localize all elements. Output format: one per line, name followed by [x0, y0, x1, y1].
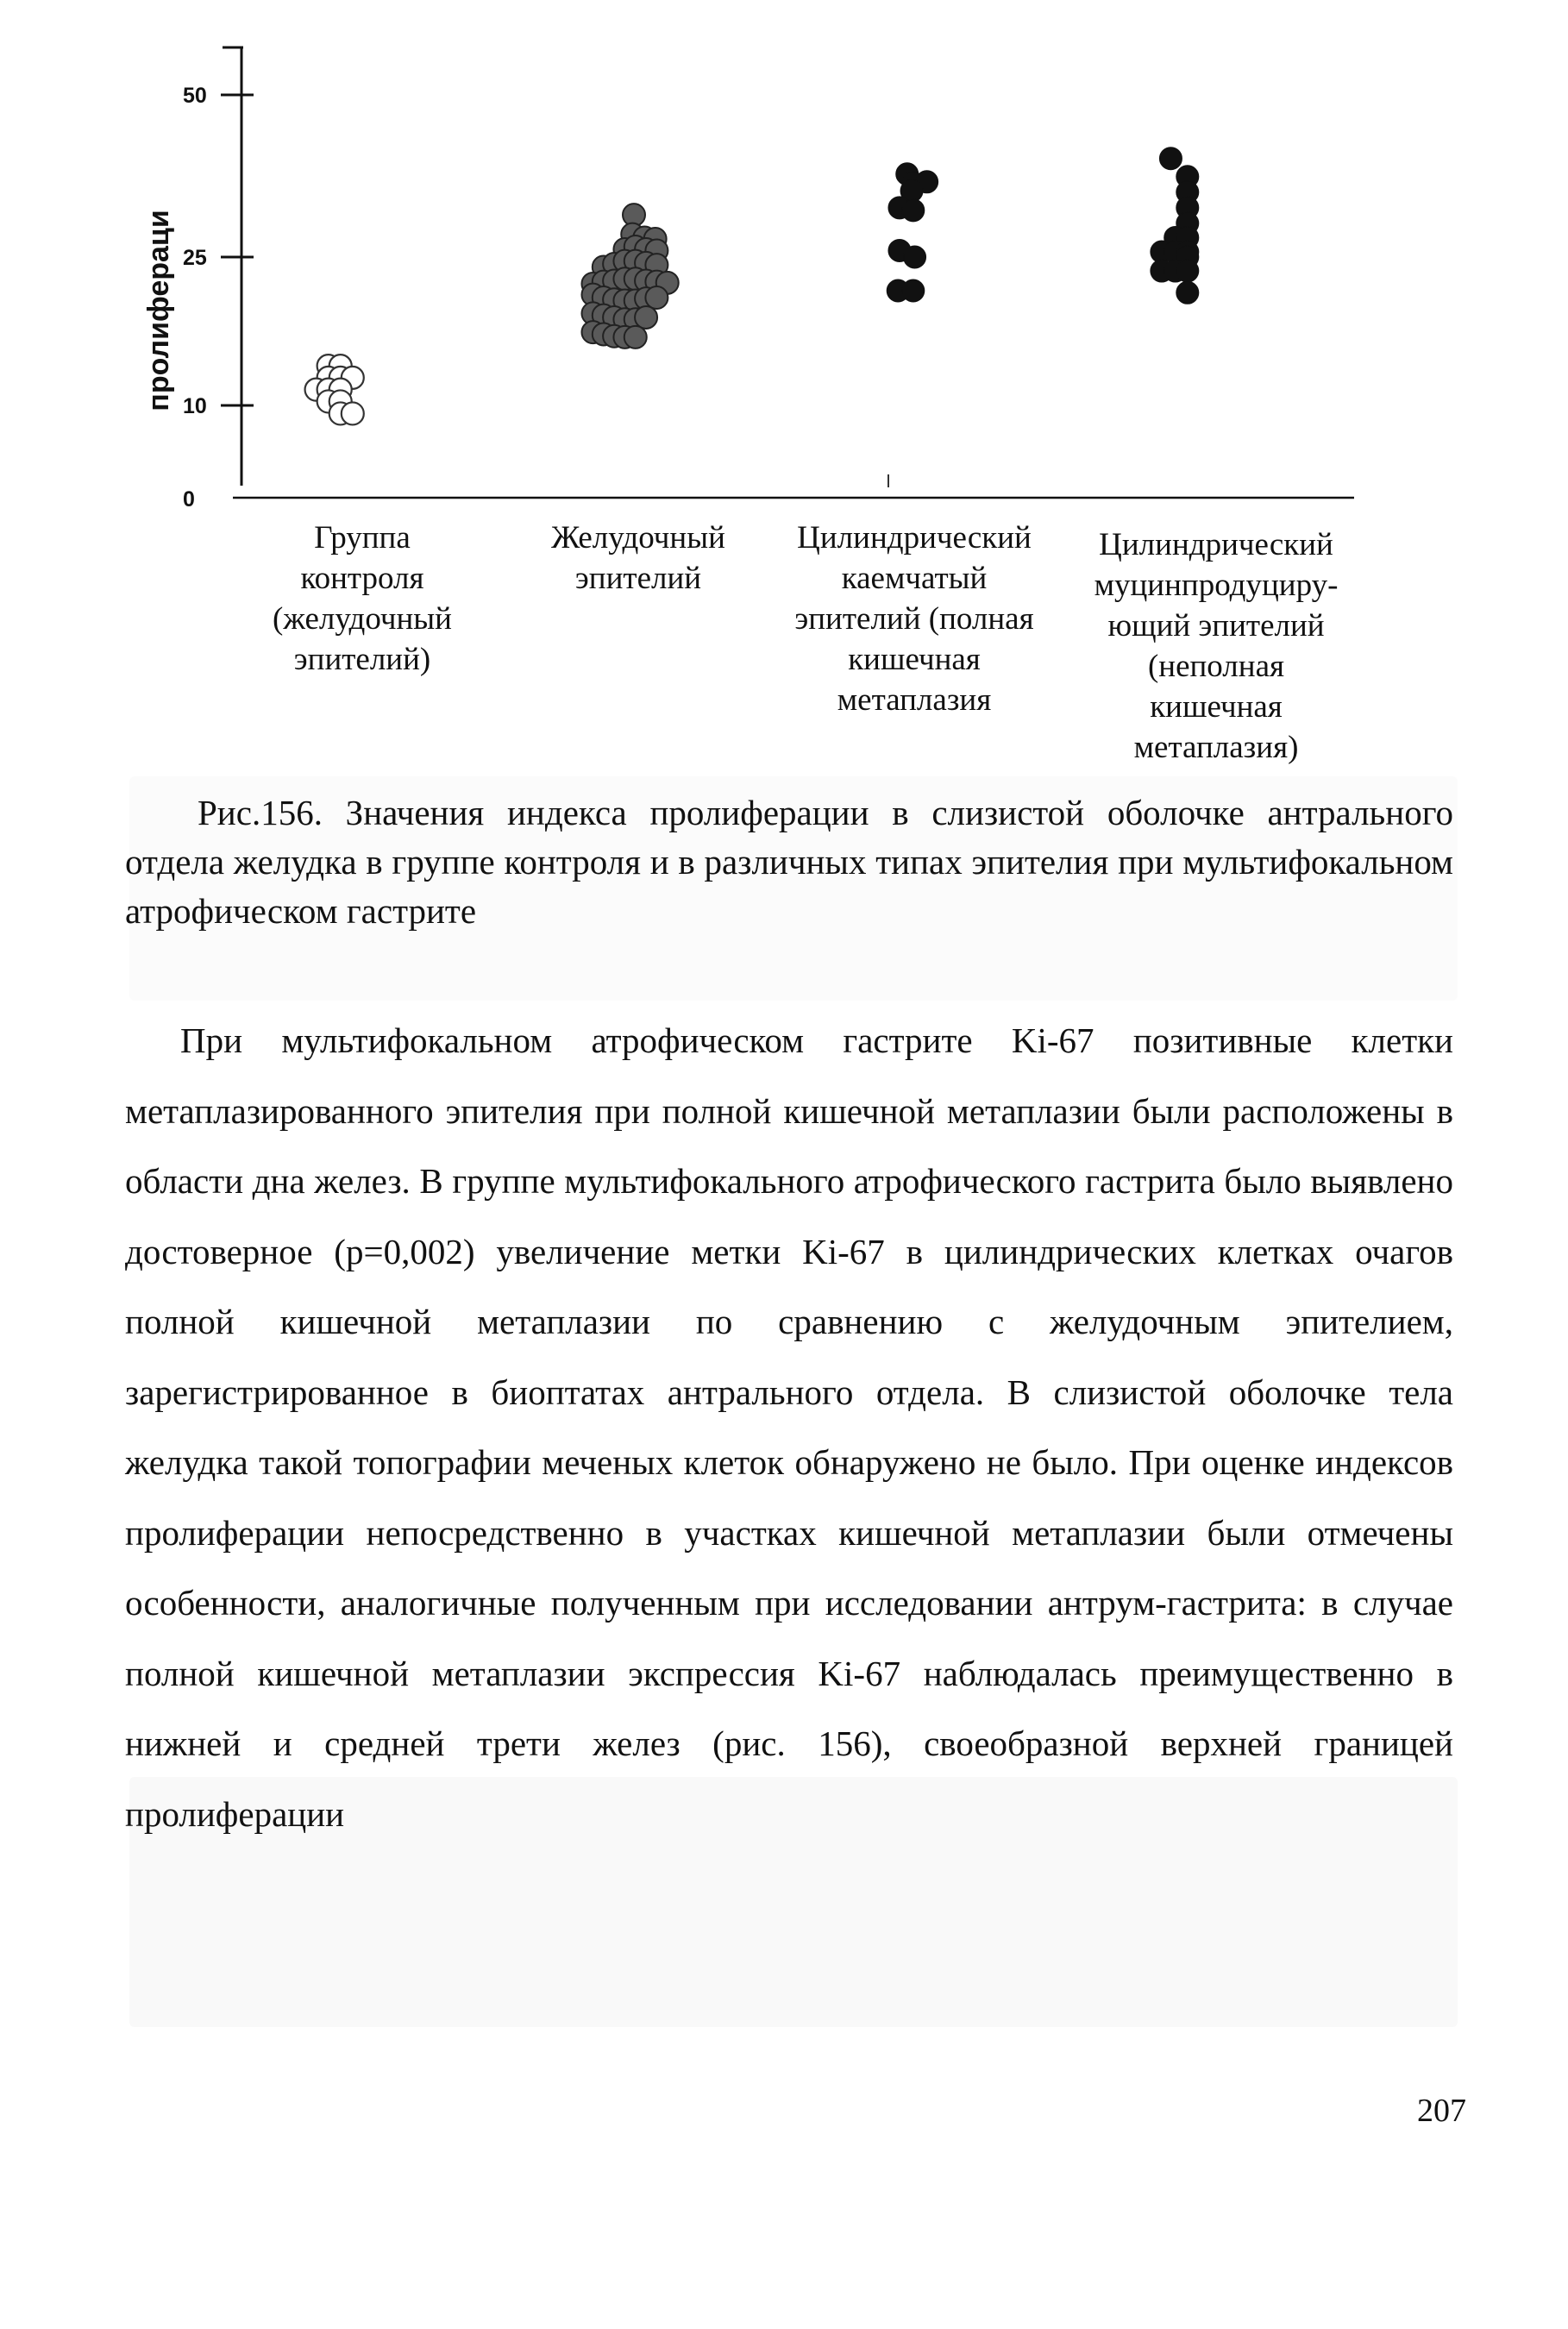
data-point: [1176, 260, 1199, 282]
body-paragraph: При мультифокальном атрофическом гастрите Ki-67 позитивные клетки метаплазированного эпителия при полной кишечной метаплазии были расположены в области дна желез. В группе мультифокального атрофического гастрита было выявлено достоверное (p=0,002) увеличение метки Ki-67 в цилиндрических клетках очагов полной кишечной метаплазии по сравнению с желудочным эпителием, зарегистрированное в биоптатах антрального отдела. В слизистой оболочке тела желудка такой топографии меченых клеток обнаружено не было. При оценке индексов пролиферации непосредственно в участках кишечной метаплазии были отмечены особенности, аналогичные полученным при исследовании антрум-гастрита: в случае полной кишечной метаплазии экспрессия Ki-67 наблюдалась преимущественно в нижней и средней трети желез (рис. 156), своеобразной верхней границей пролиферации: [125, 1020, 1453, 1834]
chart-points: [305, 148, 1199, 425]
data-point: [624, 326, 647, 348]
page-number: 207: [1417, 2093, 1466, 2129]
data-point: [1176, 281, 1199, 304]
data-point: [1159, 148, 1182, 170]
y-tick-label: 10: [183, 394, 207, 418]
data-point: [904, 246, 926, 268]
figure-caption: Рис.156. Значения индекса пролиферации в слизистой оболочке антрального отдела желудка в группе контроля и в различных типах эпителия при мультифокальном атрофическом гастрите: [125, 793, 1453, 931]
chart-ticks: [142, 84, 254, 512]
y-tick-label: 25: [183, 246, 207, 270]
category-label-incomplete-intestinal-metaplasia: Цилиндрический муцинпродуциру- ющий эпителий (неполная кишечная метаплазия): [1094, 527, 1339, 765]
category-label-gastric-epithelium: Желудочный эпителий: [551, 520, 725, 596]
data-point: [645, 286, 668, 309]
data-point: [902, 199, 925, 222]
data-point: [635, 306, 657, 329]
proliferation-chart: [129, 26, 1389, 768]
category-label-control-group: Группа контроля (желудочный эпителий): [273, 520, 452, 677]
category-label-complete-intestinal-metaplasia: Цилиндрический каемчатый эпителий (полная кишечная метаплазия: [794, 520, 1034, 718]
y-axis-label: пролифераци: [142, 210, 175, 411]
y-tick-label: 0: [183, 487, 195, 512]
data-point: [902, 279, 925, 302]
y-tick-label: 50: [183, 84, 207, 108]
data-point: [342, 402, 364, 424]
